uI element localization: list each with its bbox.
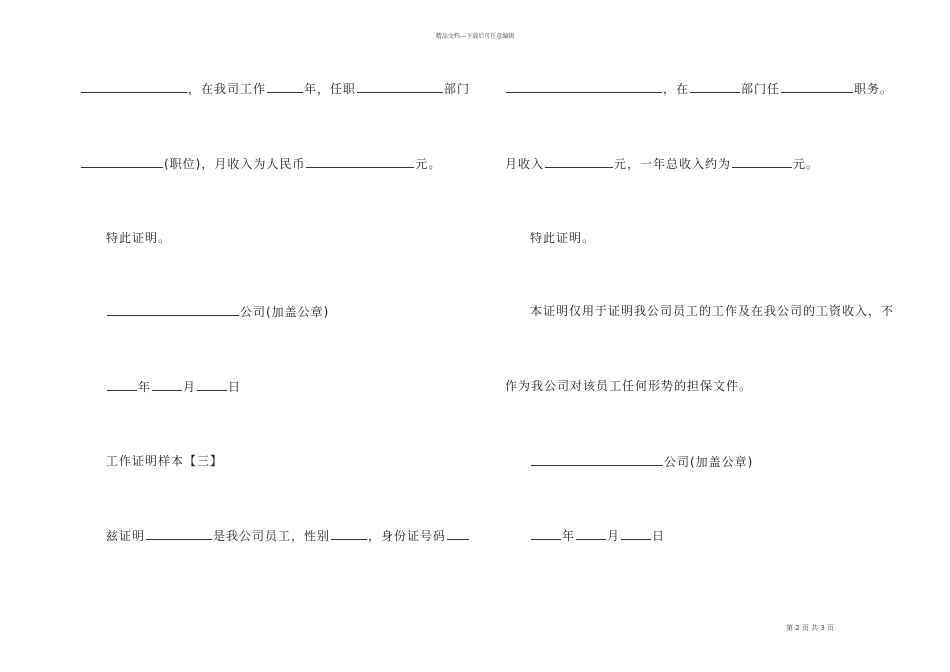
blank-year	[531, 527, 561, 540]
text-segment: 年	[562, 529, 576, 543]
text-segment: 职务。	[854, 82, 894, 96]
text-segment: 年	[138, 380, 152, 394]
blank-company	[531, 453, 663, 466]
left-line-5	[106, 378, 241, 395]
text-segment: ，在	[663, 82, 690, 96]
blank-monthly-income	[545, 155, 613, 168]
left-line-2	[80, 155, 441, 172]
right-line-7	[530, 527, 665, 544]
right-line-2	[505, 155, 819, 172]
left-line-6: 工作证明样本【三】	[106, 454, 224, 468]
blank-company	[107, 303, 239, 316]
blank-years	[267, 80, 303, 93]
text-segment: 兹证明	[106, 529, 146, 543]
blank-title	[781, 80, 853, 93]
text-segment: ，在我司工作	[188, 82, 267, 96]
text-segment: ，身份证号码	[368, 529, 447, 543]
text-segment: 是我公司员工，性别	[213, 529, 331, 543]
blank-annual-income	[732, 155, 792, 168]
left-line-4	[106, 303, 329, 320]
text-segment: 部门	[444, 82, 471, 96]
text-segment: 月	[183, 380, 197, 394]
blank-position	[81, 155, 163, 168]
blank-monthly-income	[306, 155, 414, 168]
left-line-3: 特此证明。	[106, 231, 172, 245]
text-segment: 元。	[793, 157, 820, 171]
right-line-3: 特此证明。	[530, 231, 596, 245]
text-segment: 元，一年总收入约为	[614, 157, 732, 171]
text-segment: 日	[228, 380, 242, 394]
blank-day	[621, 527, 651, 540]
blank-id-number	[447, 527, 469, 540]
text-segment: 月收入	[505, 157, 545, 171]
blank-employee-name	[146, 527, 212, 540]
left-line-7	[106, 527, 470, 544]
right-line-1	[505, 80, 893, 97]
blank-name	[81, 80, 187, 93]
blank-year	[107, 378, 137, 391]
right-line-6	[530, 453, 753, 470]
right-line-4: 本证明仅用于证明我公司员工的工作及在我公司的工资收入，不	[530, 304, 895, 318]
text-segment: 部门任	[741, 82, 781, 96]
blank-employee	[506, 80, 662, 93]
blank-month	[152, 378, 182, 391]
page-header: 精品文档---下载后可任意编辑	[435, 33, 515, 40]
right-line-5: 作为我公司对该员工任何形势的担保文件。	[505, 379, 753, 393]
left-line-1	[80, 80, 470, 97]
text-segment: 月	[607, 529, 621, 543]
text-segment: (职位)，月收入为人民币	[164, 157, 306, 171]
blank-gender	[331, 527, 367, 540]
text-segment: 公司(加盖公章)	[240, 305, 330, 319]
blank-month	[576, 527, 606, 540]
text-segment: 日	[652, 529, 666, 543]
text-segment: 元。	[415, 157, 442, 171]
page-number: 第 2 页 共 3 页	[785, 624, 835, 632]
blank-department	[357, 80, 443, 93]
blank-department	[690, 80, 740, 93]
blank-day	[197, 378, 227, 391]
text-segment: 公司(加盖公章)	[664, 455, 754, 469]
text-segment: 年，任职	[304, 82, 357, 96]
